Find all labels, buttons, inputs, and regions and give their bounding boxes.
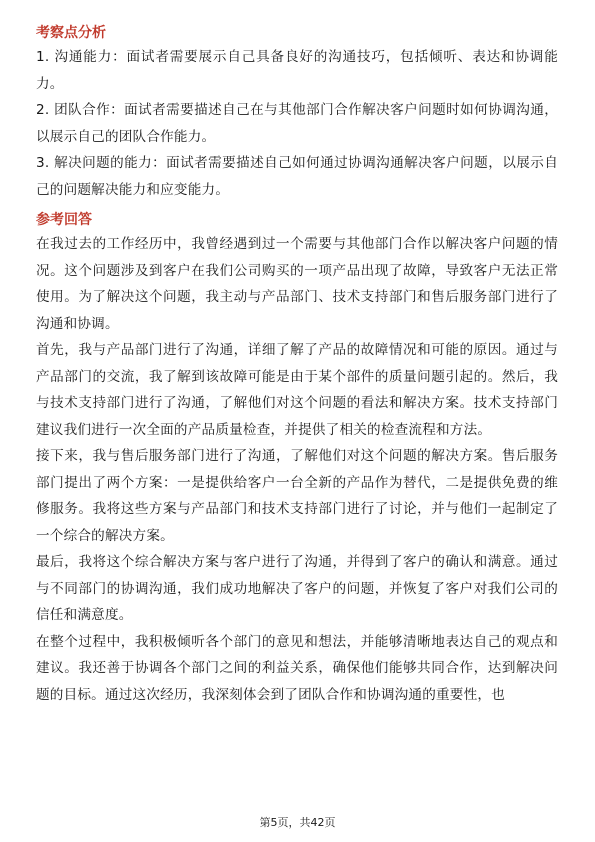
analysis-point-3: 3. 解决问题的能力：面试者需要描述自己如何通过协调沟通解决客户问题，以展示自己的问题解决能力和应变能力。	[36, 155, 558, 198]
answer-paragraph-4: 最后，我将这个综合解决方案与客户进行了沟通，并得到了客户的确认和满意。通过与不同部门的协调沟通，我们成功地解决了客户的问题，并恢复了客户对我们公司的信任和满意度。	[36, 554, 558, 623]
page-number-footer: 第5页，共42页	[259, 816, 336, 829]
analysis-point-1: 1. 沟通能力：面试者需要展示自己具备良好的沟通技巧，包括倾听、表达和协调能力。	[36, 49, 558, 92]
answer-paragraph-2: 首先，我与产品部门进行了沟通，详细了解了产品的故障情况和可能的原因。通过与产品部门的交流，我了解到该故障可能是由于某个部件的质量问题引起的。然后，我与技术支持部门进行了沟通，了解他们对这个问题的看法和解决方案。技术支持部门建议我们进行一次全面的产品质量检查，并提供了相关的检查流程和方法。	[36, 342, 558, 438]
analysis-point-2: 2. 团队合作：面试者需要描述自己在与其他部门合作解决客户问题时如何协调沟通，以展示自己的团队合作能力。	[36, 102, 558, 145]
answer-paragraph-3: 接下来，我与售后服务部门进行了沟通，了解他们对这个问题的解决方案。售后服务部门提出了两个方案：一是提供给客户一台全新的产品作为替代，二是提供免费的维修服务。我将这些方案与产品部门和技术支持部门进行了讨论，并与他们一起制定了一个综合的解决方案。	[36, 448, 558, 544]
answer-paragraph-1: 在我过去的工作经历中，我曾经遇到过一个需要与其他部门合作以解决客户问题的情况。这个问题涉及到客户在我们公司购买的一项产品出现了故障，导致客户无法正常使用。为了解决这个问题，我主动与产品部门、技术支持部门和售后服务部门进行了沟通和协调。	[36, 236, 558, 332]
section-title-analysis: 考察点分析	[36, 25, 106, 41]
answer-paragraph-5: 在整个过程中，我积极倾听各个部门的意见和想法，并能够清晰地表达自己的观点和建议。我还善于协调各个部门之间的利益关系，确保他们能够共同合作，达到解决问题的目标。通过这次经历，我深刻体会到了团队合作和协调沟通的重要性，也	[36, 633, 558, 703]
section-title-reference-answer: 参考回答	[36, 212, 92, 228]
page-content	[36, 22, 558, 708]
